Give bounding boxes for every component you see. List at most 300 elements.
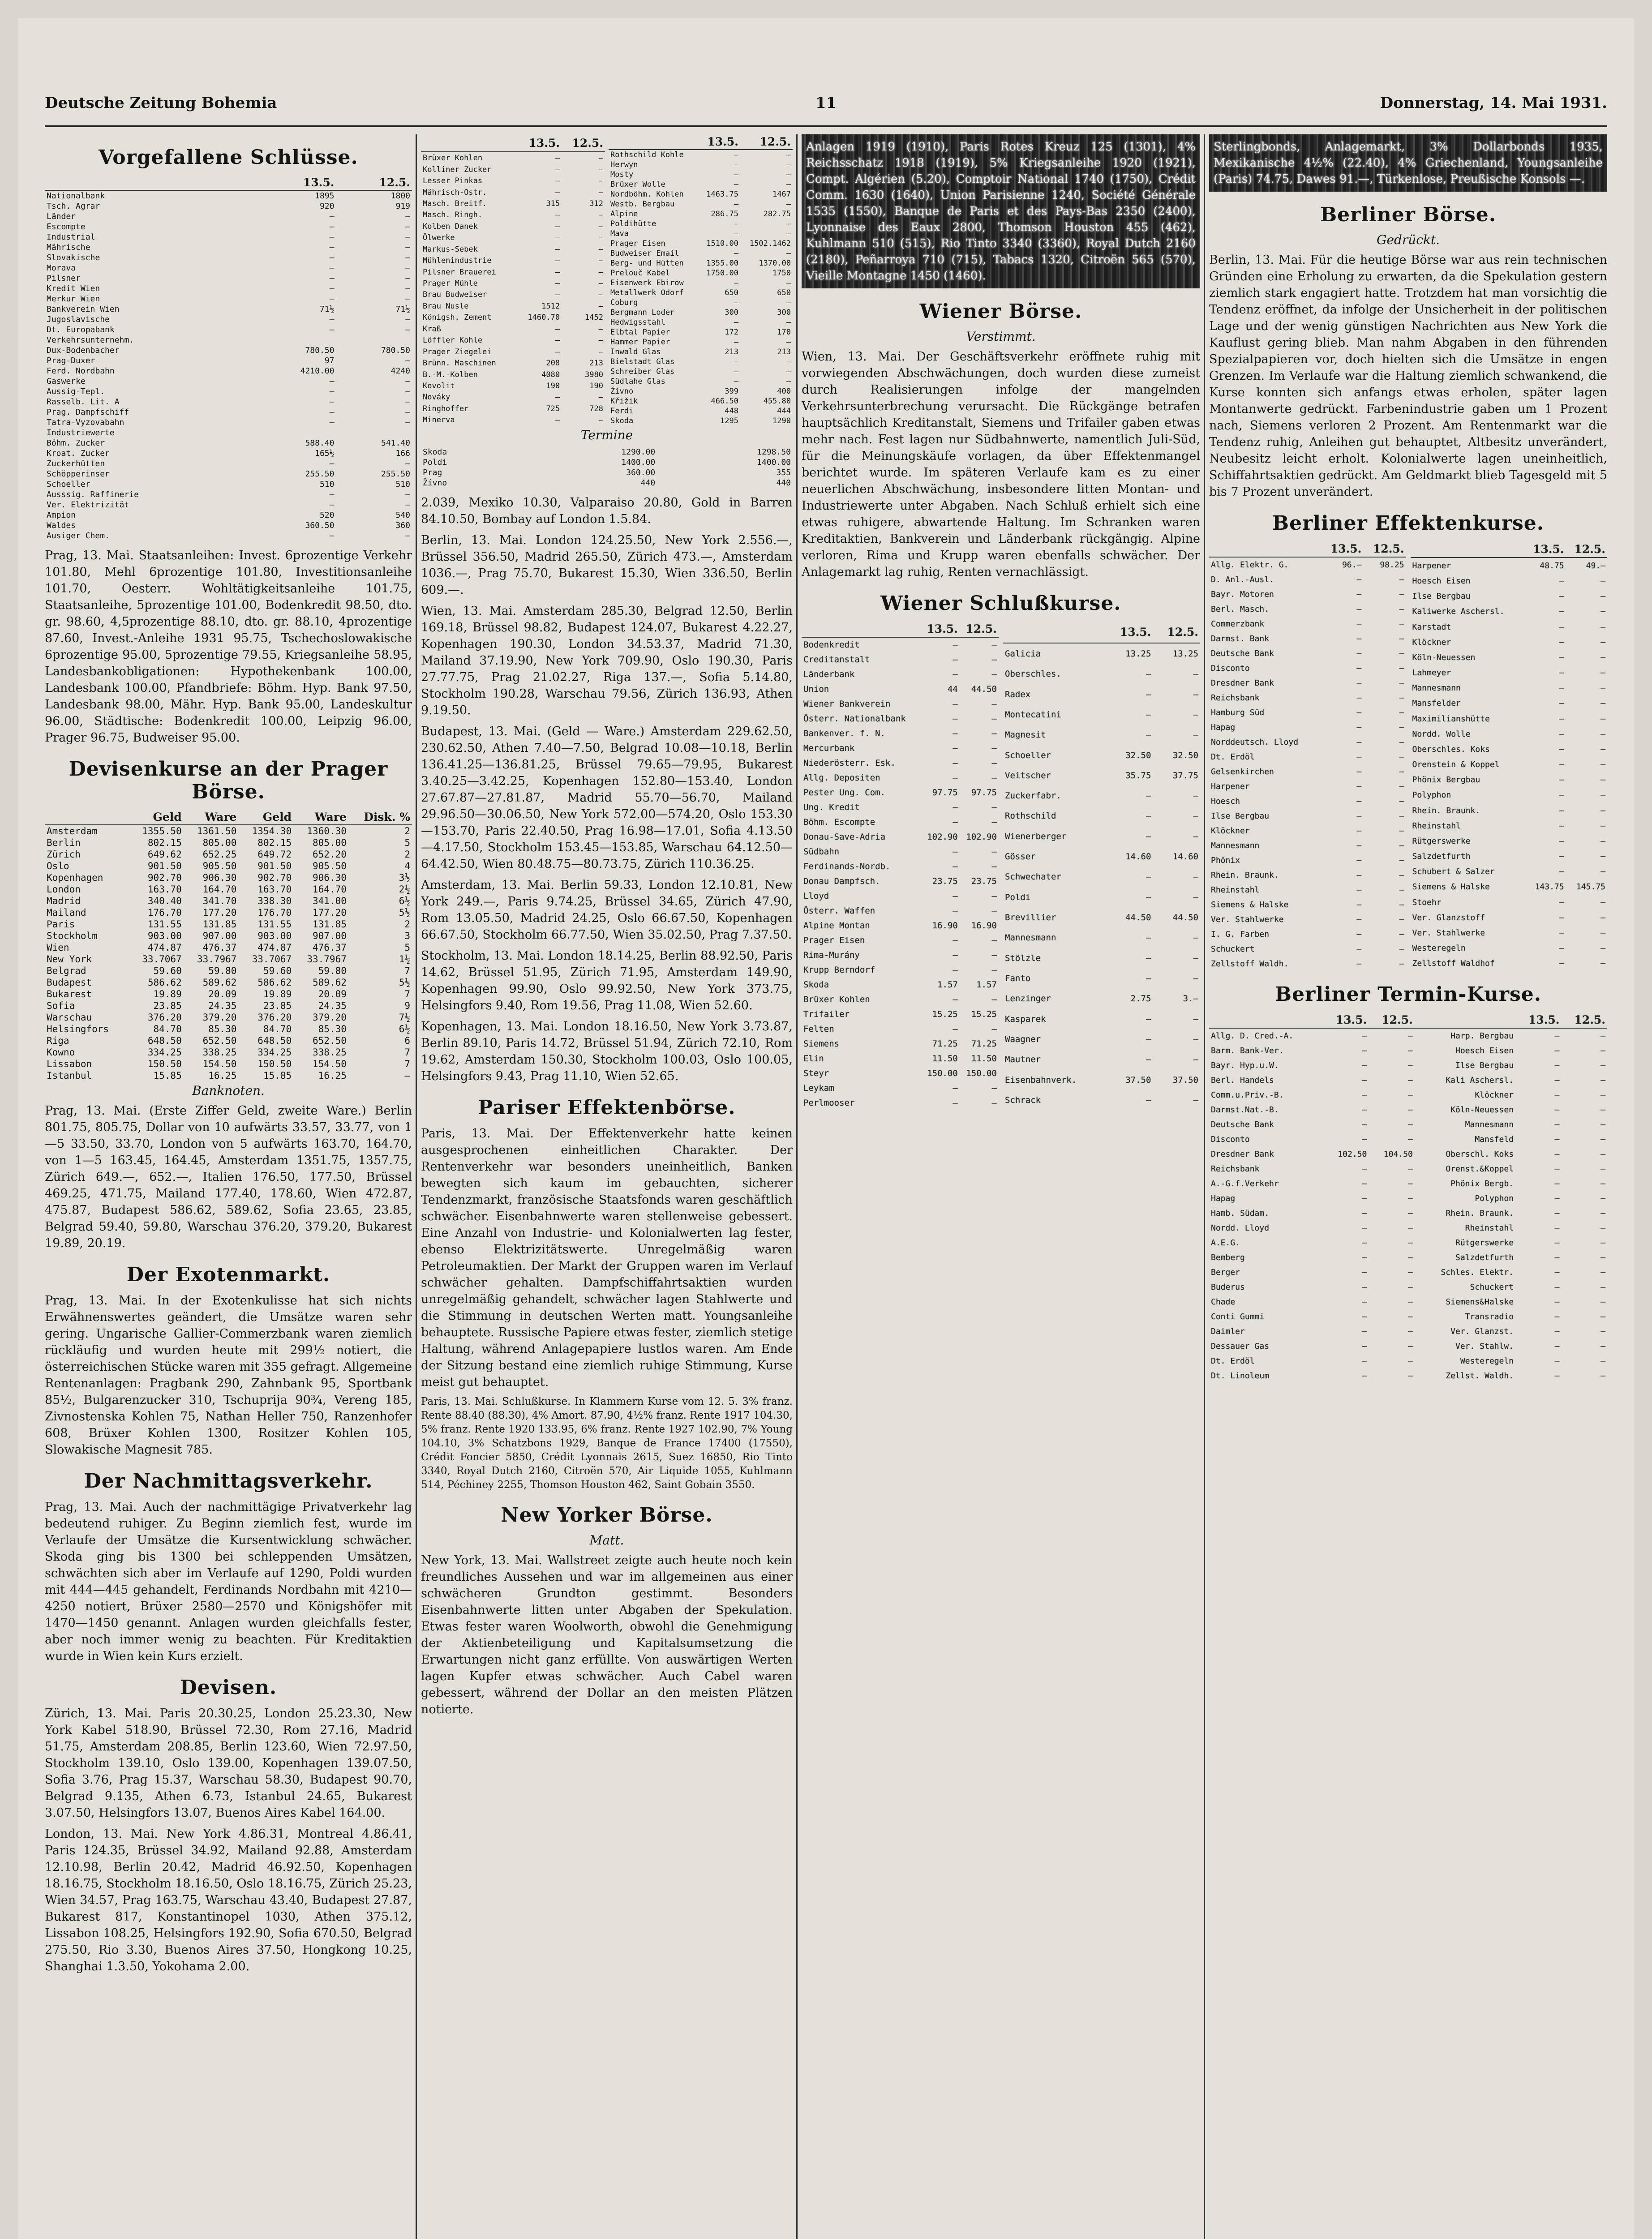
table-cell: 176.70 bbox=[147, 907, 182, 918]
table-cell: Klöckner bbox=[1475, 1090, 1514, 1100]
table-cell: Kasparek bbox=[1005, 1014, 1046, 1024]
table-cell: 102.50 bbox=[1338, 1150, 1367, 1159]
table-cell: 15.85 bbox=[153, 1070, 182, 1081]
table-cell bbox=[254, 335, 336, 345]
table-cell: Norddeutsch. Lloyd bbox=[1211, 738, 1299, 747]
table-header-cell: 13.5. bbox=[1524, 541, 1566, 558]
kopenhagen-report: Kopenhagen, 13. Mai. London 18.16.50, New York 3.73.87, Berlin 89.10, Paris 14.72, Brüssel 51.94, Zürich 72.10, Rom 19.62, Amsterdam 150.30, Stockholm 100.03, Oslo 100.05, Helsingfors 9.43, Prag 11.10, Wien 52.65. bbox=[421, 1020, 793, 1083]
table-cell: Prag-Duxer bbox=[47, 356, 95, 365]
table-row bbox=[609, 357, 793, 367]
table-cell: 1½ bbox=[399, 954, 410, 965]
table-row bbox=[421, 266, 605, 278]
table-cell: — bbox=[598, 393, 603, 402]
table-cell: Salzdetfurth bbox=[1455, 1253, 1514, 1262]
table-cell: — bbox=[1559, 683, 1564, 693]
table-cell: — bbox=[991, 729, 997, 738]
table-cell: Schles. Elektr. bbox=[1441, 1268, 1514, 1277]
table-row bbox=[1209, 1339, 1607, 1354]
table-cell: — bbox=[1356, 944, 1362, 954]
table-cell: — bbox=[1601, 1179, 1605, 1188]
table-row bbox=[1003, 928, 1200, 948]
table-cell: Ampion bbox=[47, 510, 76, 520]
table-row bbox=[609, 396, 793, 406]
table-row bbox=[1209, 1073, 1607, 1088]
table-cell: 2 bbox=[404, 826, 410, 836]
table-cell: Lloyd bbox=[803, 891, 829, 901]
table-cell: — bbox=[1362, 1090, 1367, 1100]
table-cell: Orenst.&Koppel bbox=[1446, 1164, 1514, 1174]
section-title: Wiener Schlußkurse. bbox=[880, 592, 1121, 615]
table-cell: — bbox=[1559, 821, 1564, 831]
table-row bbox=[609, 189, 793, 199]
table-cell: Polyphon bbox=[1475, 1194, 1514, 1203]
table-cell: 97 bbox=[324, 356, 335, 365]
table-cell: — bbox=[1399, 767, 1404, 776]
table-cell: Morava bbox=[47, 263, 76, 273]
table-cell: Transradio bbox=[1465, 1312, 1514, 1321]
table-cell: 170 bbox=[777, 328, 791, 337]
table-cell: — bbox=[1554, 1327, 1560, 1336]
table-cell: — bbox=[329, 387, 335, 396]
table-cell: 23.75 bbox=[932, 876, 958, 886]
table-cell: 23.85 bbox=[263, 1000, 292, 1011]
table-row bbox=[1209, 720, 1406, 735]
table-cell: Karstadt bbox=[1412, 622, 1451, 632]
table-cell: — bbox=[786, 200, 791, 209]
table-cell: 208 bbox=[546, 359, 560, 368]
section-title: Wiener Börse. bbox=[919, 300, 1082, 323]
table-row bbox=[421, 457, 793, 468]
table-cell: — bbox=[405, 253, 410, 262]
table-cell: 166 bbox=[395, 449, 410, 458]
table-cell: — bbox=[1362, 1297, 1367, 1307]
table-row bbox=[421, 278, 605, 289]
table-cell: — bbox=[405, 377, 410, 386]
table-cell: Dt. Europabank bbox=[47, 325, 115, 335]
table-cell: 649.62 bbox=[147, 849, 182, 860]
table-cell: Siemens bbox=[803, 1039, 840, 1049]
table-cell: — bbox=[405, 407, 410, 417]
table-cell: — bbox=[1559, 668, 1564, 678]
table-cell: — bbox=[1559, 944, 1564, 953]
table-row bbox=[1411, 665, 1608, 681]
table-row bbox=[45, 489, 412, 500]
table-cell: Mava bbox=[610, 229, 629, 238]
table-cell: — bbox=[1559, 775, 1564, 785]
table-cell: 541.40 bbox=[381, 438, 410, 448]
table-cell: 802.15 bbox=[257, 837, 292, 848]
table-cell: Berlin bbox=[47, 837, 81, 848]
stock-tables bbox=[45, 175, 412, 541]
table-row bbox=[1411, 895, 1608, 910]
table-cell: Oberschl. Koks bbox=[1446, 1150, 1514, 1159]
table-cell: Maximilianshütte bbox=[1412, 714, 1490, 724]
table-row bbox=[45, 469, 412, 479]
table-cell: — bbox=[953, 935, 958, 945]
table-cell: — bbox=[1193, 933, 1198, 943]
table-cell: — bbox=[598, 176, 603, 186]
table-cell: 7 bbox=[404, 1059, 410, 1069]
table-row bbox=[45, 1047, 412, 1058]
table-cell: 341.70 bbox=[202, 896, 237, 906]
table-cell: Oberschles. Koks bbox=[1412, 744, 1490, 754]
table-cell: Polyphon bbox=[1412, 790, 1451, 800]
table-cell: — bbox=[734, 298, 738, 307]
berlin-futures-table bbox=[1209, 1012, 1607, 1383]
table-row bbox=[802, 933, 999, 948]
table-row bbox=[1209, 1147, 1607, 1162]
table-row bbox=[609, 386, 793, 396]
table-cell: Klöckner bbox=[1211, 826, 1250, 836]
table-cell: — bbox=[598, 347, 603, 356]
table-cell: Madrid bbox=[47, 896, 81, 906]
table-cell: Sofia bbox=[47, 1000, 75, 1011]
table-row bbox=[802, 682, 999, 697]
table-cell: — bbox=[405, 294, 410, 304]
table-cell: — bbox=[1601, 913, 1605, 922]
table-row bbox=[1411, 956, 1608, 971]
table-cell: 474.87 bbox=[147, 942, 182, 953]
table-cell: 13.25 bbox=[1172, 648, 1198, 659]
table-cell: 652.50 bbox=[202, 1035, 237, 1046]
table-cell: 919 bbox=[395, 202, 410, 211]
table-cell: — bbox=[555, 176, 560, 186]
table-cell: — bbox=[1407, 1090, 1413, 1100]
table-cell: — bbox=[555, 336, 560, 345]
table-cell: — bbox=[1356, 782, 1362, 791]
table-cell: Křižik bbox=[610, 397, 638, 406]
table-cell: 11.50 bbox=[971, 1054, 997, 1064]
table-cell: — bbox=[991, 669, 997, 679]
table-cell: 300 bbox=[725, 308, 738, 317]
table-row bbox=[1209, 646, 1406, 661]
table-cell: — bbox=[1193, 973, 1198, 983]
table-cell: 1290.00 bbox=[621, 447, 656, 457]
table-cell: Coburg bbox=[610, 298, 638, 307]
table-cell: Ver. Glanzstoff bbox=[1412, 913, 1485, 922]
table-cell: — bbox=[786, 377, 791, 386]
table-cell: — bbox=[555, 324, 560, 334]
table-header-row bbox=[45, 810, 412, 825]
table-row bbox=[1411, 833, 1608, 849]
table-row bbox=[1411, 788, 1608, 803]
table-row bbox=[45, 510, 412, 520]
table-cell: — bbox=[598, 301, 603, 311]
table-row bbox=[1209, 883, 1406, 897]
table-cell: — bbox=[329, 274, 335, 283]
table-cell: Rothschild bbox=[1005, 811, 1056, 821]
table-row bbox=[1209, 1309, 1607, 1324]
table-cell: — bbox=[734, 367, 738, 376]
table-cell: — bbox=[1601, 1076, 1605, 1085]
table-cell: Eisenbahnverk. bbox=[1005, 1075, 1077, 1085]
table-cell: Südbahn bbox=[803, 847, 840, 857]
table-cell: — bbox=[953, 1024, 958, 1034]
table-cell: 1460.70 bbox=[528, 313, 560, 322]
table-cell: — bbox=[1193, 669, 1198, 679]
table-cell: Žívno bbox=[610, 387, 634, 396]
table-cell: Kraß bbox=[423, 324, 441, 334]
nachmittag-report: Prag, 13. Mai. Auch der nachmittägige Privatverkehr lag bedeutend ruhiger. Zu Beginn ziemlich fest, wurde im Verlaufe der Umsätze die Kursentwicklung schwächer. Skoda ging bis 1300 bei schleppenden Umsätzen, schwächten sich aber im Verlaufe auf 1290, Poldi wurden mit 444—445 gehandelt, Ferdinands Nordbahn mit 4210—4250 notiert, Brüxer 2580—2570 und Königshöfer mit 1470—1450 genannt. Anlagen wurden gleichfalls fester, aber noch immer wenig zu beachten. Für Kreditaktien wurde in Wien kein Kurs erzielt. bbox=[45, 1500, 412, 1663]
table-row bbox=[802, 712, 999, 726]
table-cell: Industrial bbox=[47, 232, 95, 242]
table-cell: Bergmann Loder bbox=[610, 308, 675, 317]
table-cell: — bbox=[1601, 1150, 1605, 1159]
table-cell: 71.25 bbox=[932, 1039, 958, 1049]
table-cell: — bbox=[991, 906, 997, 916]
table-cell: — bbox=[953, 669, 958, 679]
table-cell: 4240 bbox=[390, 366, 410, 376]
newyork-report: New York, 13. Mai. Wallstreet zeigte auch heute noch kein freundliches Aussehen und war im allgemeinen aus einer schwächeren Grundton gestimmt. Besonders Eisenbahnwerte litten unter Abgaben der Spekulation. Etwas fester waren Woolworth, obwohl die Genehmigung der Aktienbeteiligung und Kapitalsumsetzung die Erwartungen nicht ganz erfüllte. Von auswärtigen Werten lagen Kupfer etwas schwächer. Auch Cabel waren gebessert, während der Dollar an den meisten Plätzen notierte. bbox=[421, 1553, 793, 1716]
table-cell: 1750.00 bbox=[706, 269, 738, 278]
table-row bbox=[1003, 684, 1200, 704]
table-row bbox=[1209, 1132, 1607, 1147]
table-row bbox=[802, 845, 999, 859]
table-cell: 901.50 bbox=[257, 861, 292, 871]
table-cell: — bbox=[1362, 1046, 1367, 1055]
table-cell: Bukarest bbox=[47, 989, 92, 999]
table-row bbox=[421, 312, 605, 323]
table-cell: — bbox=[1601, 760, 1605, 770]
table-row bbox=[1411, 635, 1608, 650]
table-cell: Berg- und Hütten bbox=[610, 259, 684, 268]
table-cell: Kolben Danek bbox=[423, 222, 478, 231]
table-cell: Mährisch-Ostr. bbox=[423, 188, 487, 197]
table-cell: Donau-Save-Adria bbox=[803, 832, 886, 842]
table-cell: Harpener bbox=[1412, 561, 1451, 570]
table-cell: Hedwigsstahl bbox=[610, 318, 665, 327]
table-row bbox=[1411, 818, 1608, 833]
table-cell: — bbox=[1362, 1223, 1367, 1233]
table-cell: Rhein. Braunk. bbox=[1211, 871, 1279, 880]
table-cell: Gösser bbox=[1005, 852, 1036, 862]
table-cell: 780.50 bbox=[305, 346, 335, 355]
table-row bbox=[45, 942, 412, 953]
table-cell: Gelsenkirchen bbox=[1211, 767, 1274, 776]
table-cell: — bbox=[734, 200, 738, 209]
table-cell: 334.25 bbox=[257, 1047, 292, 1058]
table-cell: — bbox=[1146, 953, 1151, 963]
table-cell: Skoda bbox=[803, 980, 829, 990]
table-cell: 652.50 bbox=[313, 1035, 347, 1046]
table-row bbox=[609, 327, 793, 337]
table-cell: 589.62 bbox=[202, 977, 237, 988]
table-cell: — bbox=[1559, 744, 1564, 754]
table-cell: Schöpperinser bbox=[47, 469, 110, 479]
column-2 bbox=[421, 134, 793, 2239]
table-cell: — bbox=[1601, 637, 1605, 647]
table-cell: — bbox=[329, 212, 335, 221]
table-row bbox=[421, 478, 793, 488]
table-cell: — bbox=[1356, 590, 1362, 599]
table-cell: — bbox=[786, 367, 791, 376]
table-cell: — bbox=[953, 655, 958, 665]
table-cell: — bbox=[1559, 699, 1564, 708]
table-cell: — bbox=[404, 1070, 410, 1081]
table-cell: — bbox=[734, 249, 738, 258]
table-cell: — bbox=[1601, 1164, 1605, 1174]
table-row bbox=[1411, 879, 1608, 895]
table-row bbox=[1003, 1050, 1200, 1070]
table-cell: 1463.75 bbox=[706, 190, 738, 199]
table-cell: — bbox=[991, 995, 997, 1004]
column-4 bbox=[1209, 134, 1607, 2239]
table-cell: — bbox=[598, 244, 603, 254]
exoten-report: Prag, 13. Mai. In der Exotenkulisse hat sich nichts Erwähnenswertes geändert, die Umsätze waren sehr gering. Ungarische Gallier-Commerzbank waren ziemlich rückläufig und wurden heute mit 299½ notiert, die österreichischen Stücke waren mit 355 gefragt. Allgemeine Rentenanlagen: Pragbank 290, Zahnbank 95, Sportbank 85½, Bulgarenzucker 310, Tschuprija 90¾, Vereng 185, Zivnostenska Kohlen 75, Nathan Heller 750, Ranzenhofer 608, Brüxer Kohlen 1300, Rositzer Kohlen 105, Slowakische Magnesit 785. bbox=[45, 1294, 412, 1457]
table-row bbox=[1209, 779, 1406, 794]
table-header-cell: 13.5. bbox=[1515, 1012, 1561, 1028]
column-divider bbox=[416, 134, 417, 2239]
table-cell: Ringhoffer bbox=[423, 404, 469, 413]
table-cell: 6½ bbox=[399, 1024, 410, 1034]
table-cell: — bbox=[1407, 1356, 1413, 1366]
table-cell: 15.85 bbox=[263, 1070, 292, 1081]
table-cell: — bbox=[598, 290, 603, 300]
table-row bbox=[421, 152, 605, 164]
table-cell: 5½ bbox=[399, 977, 410, 988]
table-cell: 24.35 bbox=[208, 1000, 237, 1011]
table-cell: Buderus bbox=[1211, 1282, 1245, 1292]
table-header-cell: 13.5. bbox=[921, 621, 960, 637]
table-cell: 131.55 bbox=[257, 919, 292, 930]
table-header-cell bbox=[1415, 1012, 1515, 1028]
table-cell: — bbox=[1601, 1297, 1605, 1307]
table-cell: Stoehr bbox=[1412, 897, 1442, 907]
table-cell: Budweiser Email bbox=[610, 249, 679, 258]
table-cell: Waldes bbox=[47, 521, 76, 530]
blurred-text-block: Sterlingbonds, Anlagemarkt, 3% Dollarbonds 1935, Mexikanische 4½% (22.40), 4% Griechenland, Youngsanleihe (Paris) 74.75, Dawes 91.—, Türkenlose, Preußische Konsols —. bbox=[1209, 134, 1607, 192]
table-cell: 177.20 bbox=[313, 907, 347, 918]
section-subtitle: Gedrückt. bbox=[1376, 232, 1440, 247]
table-row bbox=[609, 249, 793, 258]
table-row bbox=[45, 1070, 412, 1081]
table-header-row bbox=[609, 134, 793, 150]
table-cell: Magnesit bbox=[1005, 730, 1046, 740]
table-cell: Verkehrsunternehm. bbox=[47, 335, 134, 345]
table-cell: — bbox=[953, 950, 958, 960]
table-row bbox=[1209, 691, 1406, 705]
table-cell: Böhm. Escompte bbox=[803, 817, 875, 827]
table-cell: 399 bbox=[725, 387, 738, 396]
table-cell: Commerzbank bbox=[1211, 619, 1265, 629]
table-cell: Galicia bbox=[1005, 648, 1041, 659]
table-row bbox=[1209, 868, 1406, 883]
table-cell: Lissabon bbox=[47, 1059, 92, 1069]
table-cell: Metallwerk Odorf bbox=[610, 288, 684, 297]
table-row bbox=[1003, 725, 1200, 745]
table-row bbox=[1411, 573, 1608, 588]
table-cell: 907.00 bbox=[313, 931, 347, 941]
table-cell: — bbox=[329, 397, 335, 407]
table-cell: — bbox=[1407, 1164, 1413, 1174]
table-row bbox=[1209, 1117, 1607, 1132]
table-cell: — bbox=[1601, 1061, 1605, 1070]
section-title: Vorgefallene Schlüsse. bbox=[99, 146, 358, 169]
table-row bbox=[45, 222, 412, 232]
table-cell: Phönix Bergbau bbox=[1412, 775, 1480, 785]
table-cell: — bbox=[991, 1083, 997, 1093]
table-cell: Dt. Erdöl bbox=[1211, 1356, 1255, 1366]
table-cell: — bbox=[953, 1098, 958, 1108]
table-cell: Ver. Elektrizität bbox=[47, 500, 129, 510]
newspaper-page bbox=[18, 18, 1634, 2239]
table-cell: — bbox=[1399, 826, 1404, 836]
table-row bbox=[609, 180, 793, 189]
table-row bbox=[802, 948, 999, 963]
table-row bbox=[1003, 1070, 1200, 1090]
table-header-cell bbox=[802, 621, 921, 637]
table-cell: London bbox=[47, 884, 81, 895]
table-header-cell: Geld bbox=[238, 810, 293, 825]
table-cell: — bbox=[734, 338, 738, 347]
table-cell: 37.50 bbox=[1125, 1075, 1151, 1085]
table-cell: Ver. Stahlw. bbox=[1455, 1342, 1514, 1351]
table-cell: — bbox=[555, 416, 560, 425]
table-cell: Pilsner bbox=[47, 274, 81, 283]
table-row bbox=[802, 785, 999, 800]
table-cell: Kroat. Zucker bbox=[47, 449, 110, 458]
table-cell: Hapag bbox=[1211, 723, 1236, 732]
section-title: Berliner Börse. bbox=[1320, 203, 1497, 226]
table-cell: 165½ bbox=[315, 449, 335, 458]
table-cell: 59.80 bbox=[208, 965, 237, 976]
table-cell: 59.80 bbox=[318, 965, 347, 976]
table-cell: 15.25 bbox=[932, 1009, 958, 1019]
table-row bbox=[45, 500, 412, 510]
table-cell: Schuckert bbox=[1470, 1282, 1514, 1292]
table-cell: Poldi bbox=[423, 458, 447, 467]
table-cell: — bbox=[1407, 1223, 1413, 1233]
table-cell: Paris bbox=[47, 919, 75, 930]
table-cell: 360 bbox=[395, 521, 410, 530]
table-cell: 440 bbox=[640, 478, 656, 488]
table-row bbox=[45, 860, 412, 872]
table-cell: Rheinstahl bbox=[1465, 1223, 1514, 1233]
table-cell: Prag bbox=[423, 468, 442, 477]
table-cell: Masch. Ringh. bbox=[423, 210, 483, 220]
table-cell: — bbox=[1399, 900, 1404, 909]
table-cell: — bbox=[786, 219, 791, 228]
table-row bbox=[802, 963, 999, 978]
table-cell: — bbox=[405, 315, 410, 324]
table-header-cell: Ware bbox=[184, 810, 239, 825]
table-cell: 476.37 bbox=[202, 942, 237, 953]
table-cell: 35.75 bbox=[1125, 770, 1151, 781]
table-cell: — bbox=[1601, 897, 1605, 907]
table-cell: — bbox=[1399, 944, 1404, 954]
table-row bbox=[609, 308, 793, 317]
table-cell: 5 bbox=[404, 942, 410, 953]
table-cell: — bbox=[329, 325, 335, 335]
table-cell: Darmst. Bank bbox=[1211, 634, 1270, 643]
table-row bbox=[802, 1081, 999, 1096]
table-cell: — bbox=[1407, 1194, 1413, 1203]
table-cell: Berl. Handels bbox=[1211, 1076, 1274, 1085]
table-cell: — bbox=[329, 222, 335, 232]
table-cell: — bbox=[329, 263, 335, 273]
table-cell: Mailand bbox=[47, 907, 86, 918]
table-cell: Königsh. Zement bbox=[423, 313, 492, 322]
table-cell: — bbox=[734, 150, 738, 159]
table-row bbox=[609, 150, 793, 160]
table-cell: — bbox=[1554, 1150, 1560, 1159]
table-row bbox=[45, 386, 412, 397]
table-header-cell: 12.5. bbox=[1153, 621, 1200, 643]
column-1 bbox=[45, 134, 412, 2239]
table-cell: — bbox=[405, 263, 410, 273]
table-cell: — bbox=[1407, 1282, 1413, 1292]
table-cell: — bbox=[1356, 634, 1362, 643]
